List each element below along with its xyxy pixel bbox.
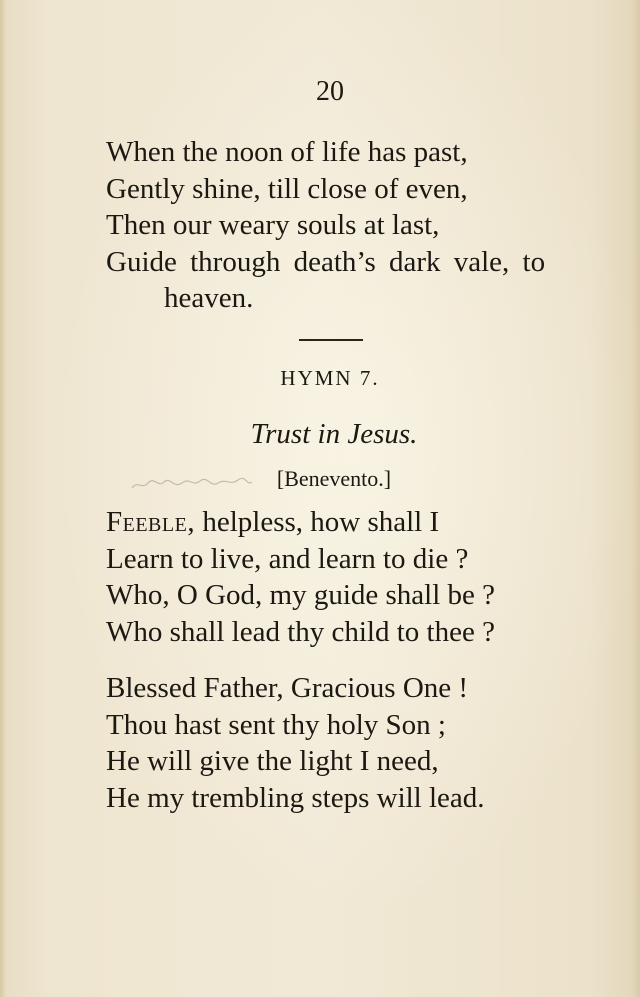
verse-line: Gently shine, till close of even,: [106, 172, 468, 205]
initial-word: Feeble,: [106, 506, 196, 538]
verse-line-continuation: heaven.: [164, 282, 254, 314]
verse-line: When the noon of life has past,: [106, 136, 468, 168]
stanza-first: [106, 504, 495, 650]
verse-line: Guide through death’s dark vale, to: [106, 245, 546, 278]
section-divider: [299, 339, 363, 341]
verse-line: Who, O God, my guide shall be ?: [106, 579, 496, 611]
verse-line: Blessed Father, Gracious One !: [106, 672, 469, 704]
verse-line: [106, 504, 495, 541]
page-number: 20: [316, 76, 344, 107]
verse-line: Thou hast sent thy holy Son ;: [106, 708, 446, 741]
stanza-second: [106, 670, 485, 816]
verse-line: Then our weary souls at last,: [106, 209, 440, 241]
verse-line: Learn to live, and learn to die ?: [106, 542, 469, 575]
page-left-edge: [0, 0, 6, 997]
page-right-edge: [632, 0, 640, 997]
stanza-continued: [106, 134, 545, 317]
verse-line: Who shall lead thy child to thee ?: [106, 615, 495, 648]
tune-name: [Benevento.]: [276, 466, 392, 491]
verse-line: He will give the light I need,: [106, 745, 439, 777]
hymn-heading: HYMN 7.: [280, 366, 380, 390]
verse-line-rest: helpless, how shall I: [195, 506, 440, 538]
hymn-title: Trust in Jesus.: [250, 418, 418, 450]
verse-line: He my trembling steps will lead.: [106, 781, 485, 814]
